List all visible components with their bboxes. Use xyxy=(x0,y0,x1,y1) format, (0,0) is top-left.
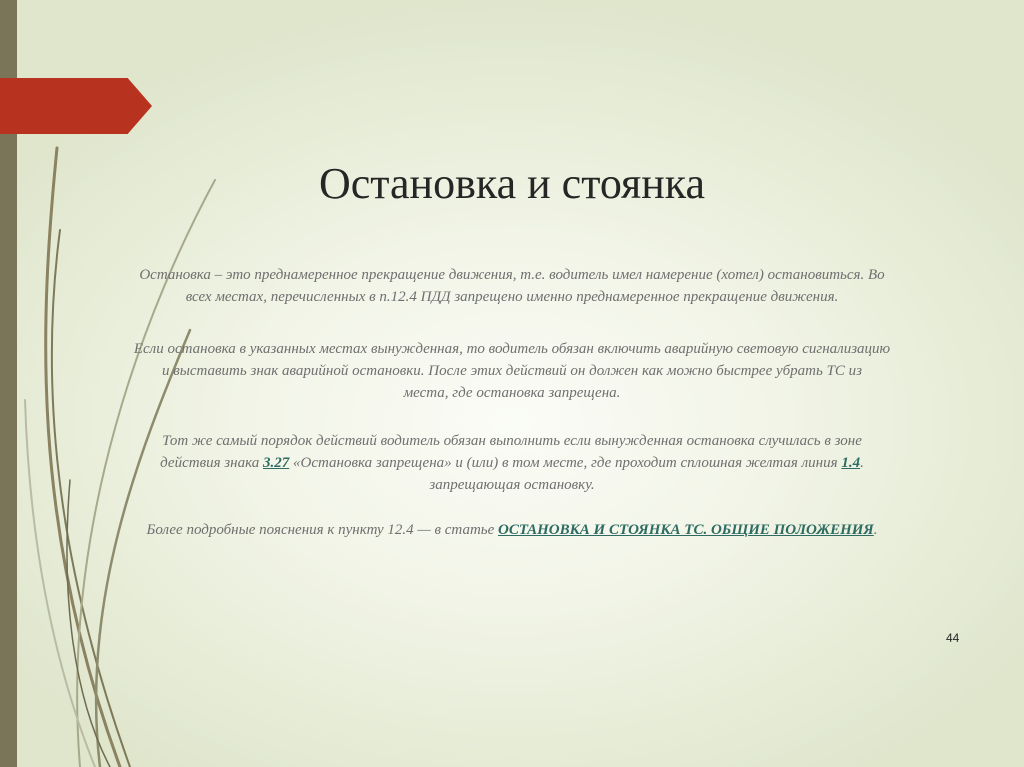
page-number: 44 xyxy=(946,631,960,645)
sign-3-27-link[interactable]: 3.27 xyxy=(263,455,290,471)
paragraph-line: всех местах, перечисленных в п.12.4 ПДД запрещено именно преднамеренное прекращение движения. xyxy=(185,289,839,305)
paragraph-line: запрещающая остановку. xyxy=(429,477,595,493)
paragraph-forced-stop xyxy=(65,338,959,404)
slide-title: Остановка и стоянка xyxy=(318,159,706,208)
paragraph-line xyxy=(80,452,944,474)
paragraph-line: Если остановка в указанных местах вынужденная, то водитель обязан включить аварийную световую сигнализацию xyxy=(133,341,891,357)
paragraph-same-procedure xyxy=(80,430,944,496)
paragraph-line: и выставить знак аварийной остановки. После этих действий он должен как можно быстрее убрать ТС из xyxy=(161,363,863,379)
paragraph-line: места, где остановка запрещена. xyxy=(403,385,621,401)
red-arrow-flag xyxy=(0,78,152,134)
text-fragment: «Остановка запрещена» и (или) в том месте, где проходит сплошная желтая линия xyxy=(289,455,842,471)
paragraph-stop-definition xyxy=(75,264,949,308)
paragraph-line xyxy=(70,519,954,541)
paragraph-line: Тот же самый порядок действий водитель обязан выполнить если вынужденная остановка случилась в зоне xyxy=(162,433,862,449)
marking-1-4-link[interactable]: 1.4 xyxy=(841,455,861,471)
text-fragment: действия знака xyxy=(160,455,263,471)
text-fragment: . xyxy=(860,455,864,471)
paragraph-more-info xyxy=(70,519,954,541)
text-fragment: . xyxy=(873,522,878,538)
paragraph-line: Остановка – это преднамеренное прекращение движения, т.е. водитель имел намерение (хотел) остановиться. Во xyxy=(139,267,885,283)
text-fragment: Более подробные пояснения к пункту 12.4 — в статье xyxy=(146,522,499,538)
article-link[interactable]: ОСТАНОВКА И СТОЯНКА ТС. ОБЩИЕ ПОЛОЖЕНИЯ xyxy=(498,522,874,538)
